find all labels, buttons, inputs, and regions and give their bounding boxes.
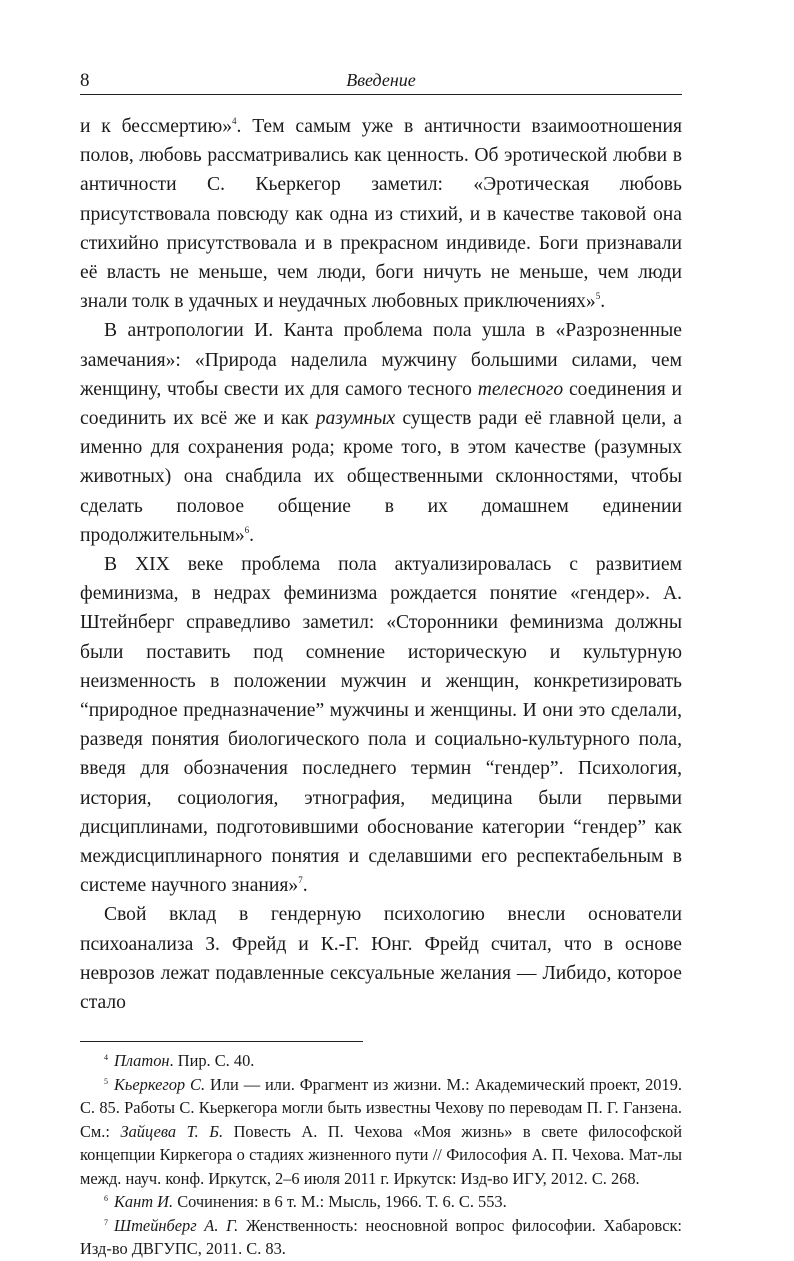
footnote-text: Сочинения: в 6 т. М.: Мысль, 1966. Т. 6. С. 553. <box>173 1192 507 1212</box>
text-run: . <box>302 875 308 897</box>
running-title: Введение <box>346 70 416 90</box>
footnote-ref-4: 4 <box>232 116 237 126</box>
footnote-text: Повесть А. П. Чехова «Моя жизнь» в свете философской концепции Киркегора о стадиях жизненного пути // Философия А. П. Чехова. Мат-лы межд. науч. конф. Иркутск, 2–6 июля 2011 г. Иркутск: Изд-во ИГУ, 2012. С. 268. <box>80 1121 682 1188</box>
footnote-author: Зайцева Т. Б. <box>120 1121 224 1141</box>
footnote-ref-7: 7 <box>298 875 303 886</box>
footnote-author: Платон <box>114 1051 170 1071</box>
page-number: 8 <box>80 70 90 91</box>
text-run: В антропологии И. Канта проблема пола ушла в «Разрозненные замечания»: «Природа наделила мужчину большими силами, чем женщину, чтобы свести их для самого тесного <box>80 320 682 400</box>
text-run: . Тем самым уже в античности взаимоотношения полов, любовь рассматривались как ценность. Об эротической любви в античности С. Кьеркегор заметил: «Эротическая любовь присутствовала повсюду как одна из стихий, и в качестве таковой она стихийно присутствовала и в прекрасном индивиде. Боги признавали её власть не меньше, чем люди, боги ничуть не меньше, чем люди знали толк в удачных и неудачных любовных приключениях» <box>80 116 682 313</box>
footnote-number: 7 <box>104 1217 108 1227</box>
footnote-separator <box>80 1041 363 1042</box>
footnote-text: . Пир. С. 40. <box>169 1051 255 1071</box>
text-run: и к бессмертию» <box>80 116 233 137</box>
footnote-author: Штейнберг А. Г. <box>114 1215 239 1235</box>
text-run: . <box>600 291 606 313</box>
text-run: В XIX веке проблема пола актуализировалась с развитием феминизма, в недрах феминизма рождается понятие «гендер». А. Штейнберг справедливо заметил: «Сторонники феминизма должны были поставить под сомнение историческую и культурную неизменность в положении мужчин и женщин, конкретизировать “природное предназначение” мужчины и женщины. И они это сделали, разведя понятия биологического пола и социально-культурного пола, введя для обозначения последнего термин “гендер”. Психология, история, социология, этнография, медицина были первыми дисциплинами, подготовившими обоснование категории “гендер” как междисциплинарного понятия и сделавшими его респектабельным в системе научного знания» <box>80 554 682 897</box>
text-run: существ ради её главной цели, а именно для сохранения рода; кроме того, в этом качестве (разумных животных) она снабдила их общественными склонностями, чтобы сделать половое общение в их домашнем единении продолжительным» <box>80 408 683 546</box>
paragraph-1 <box>80 112 682 316</box>
footnote-author: Кант И. <box>114 1192 174 1212</box>
footnote-number: 5 <box>104 1076 108 1086</box>
footnote-text: Или — или. Фрагмент из жизни. М.: Академический проект, 2019. С. 85. Работы С. Кьеркегора могли быть известны Чехову по переводам П. Г. Ганзена. См.: <box>80 1074 682 1141</box>
book-page <box>80 62 682 1261</box>
footnote-number: 6 <box>104 1194 108 1204</box>
footnote-5 <box>80 1073 682 1191</box>
text-run: соединения и соединить их всё же и как <box>80 378 682 430</box>
footnote-7 <box>80 1214 682 1261</box>
paragraph-2 <box>80 316 682 550</box>
footnote-number: 4 <box>104 1053 108 1063</box>
paragraph-3 <box>80 550 682 900</box>
italic-term: разумных <box>315 408 396 430</box>
footnote-author: Кьеркегор С. <box>114 1074 206 1094</box>
footnotes <box>80 1049 682 1261</box>
footnote-ref-5: 5 <box>595 291 601 302</box>
footnote-4 <box>80 1049 682 1073</box>
italic-term: телесного <box>477 378 564 400</box>
footnote-ref-6: 6 <box>244 524 250 535</box>
text-run: . <box>249 524 255 546</box>
main-text <box>80 112 682 1017</box>
paragraph-4: Свой вклад в гендерную психологию внесли основатели психоанализа З. Фрейд и К.-Г. Юнг. Фрейд считал, что в основе неврозов лежат подавленные сексуальные желания — Либидо, которое стало <box>80 904 682 1014</box>
footnote-6 <box>80 1190 682 1214</box>
footnote-text: Женственность: неосновной вопрос философии. Хабаровск: Изд-во ДВГУПС, 2011. С. 83. <box>80 1215 682 1259</box>
page-header <box>80 62 682 95</box>
